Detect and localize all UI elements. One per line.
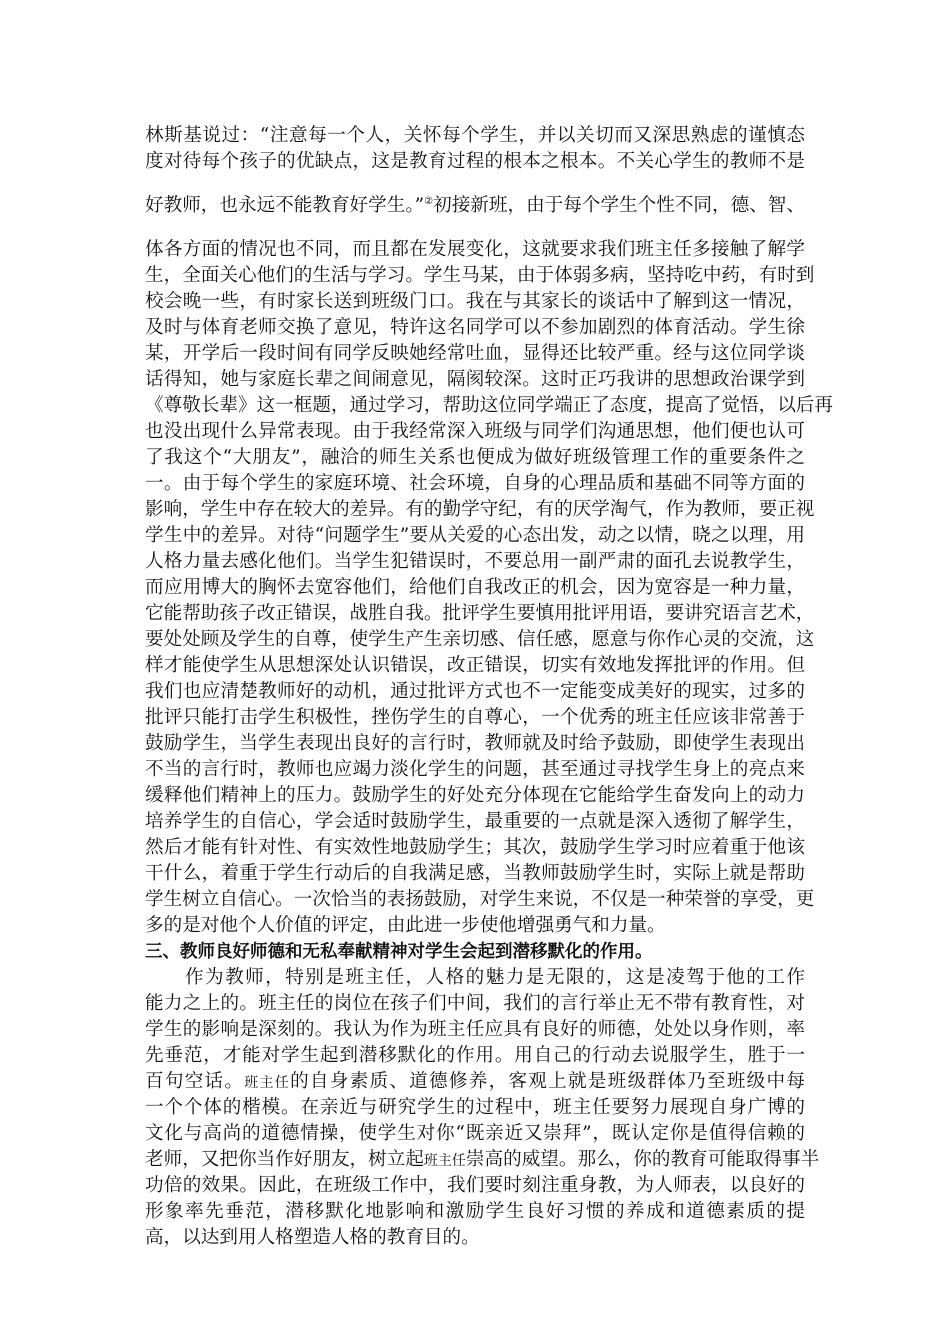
text-line: 作为教师，特别是班主任，人格的魅力是无限的，这是凌驾于他的工作 [185,967,805,988]
text-line: 人格力量去感化他们。当学生犯错误时，不要总用一副严肃的面孔去说教学生， [145,551,805,572]
text-line: 生，全面关心他们的生活与学习。学生马某，由于体弱多病，坚持吃中药，有时到 [145,265,815,286]
text-line: 一。由于每个学生的家庭环境、社会环境，自身的心理品质和基础不同等方面的 [145,473,805,494]
text-line: 及时与体育老师交换了意见，特许这名同学可以不参加剧烈的体育活动。学生徐 [145,317,805,338]
text-line [145,193,805,219]
text-line: 也没出现什么异常表现。由于我经常深入班级与同学们沟通思想，他们便也认可 [145,421,805,442]
text-line: 影响，学生中存在较大的差异。有的勤学守纪，有的厌学淘气，作为教师，要正视 [145,499,815,520]
text-line: 要处处顾及学生的自尊，使学生产生亲切感、信任感，愿意与你作心灵的交流，这 [145,629,815,650]
text-line: 先垂范，才能对学生起到潜移默化的作用。用自己的行动去说服学生，胜于一 [145,1045,805,1066]
text-line: 缓释他们精神上的压力。鼓励学生的好处充分体现在它能给学生奋发向上的动力 [145,785,805,806]
text-line: 批评只能打击学生积极性，挫伤学生的自尊心，一个优秀的班主任应该非常善于 [145,707,805,728]
text-segment: 的自身素质、道德修养，客观上就是班级群体乃至班级中每 [290,1071,805,1092]
text-line: 我们也应清楚教师好的动机，通过批评方式也不一定能变成美好的现实，过多的 [145,681,805,702]
text-line: 校会晚一些，有时家长送到班级门口。我在与其家长的谈话中了解到这一情况， [145,291,805,312]
text-line: 学生中的差异。对待“问题学生”要从关爱的心态出发，动之以情，晓之以理，用 [145,525,805,546]
text-line: 学生树立自信心。一次恰当的表扬鼓励，对学生来说，不仅是一种荣誉的享受，更 [145,889,815,910]
text-line [145,1069,805,1095]
text-line: 了我这个“大朋友”，融洽的师生关系也便成为做好班级管理工作的重要条件之 [145,447,805,468]
document-page [145,123,833,1251]
text-line: 度对待每个孩子的优缺点，这是教育过程的根本之根本。不关心学生的教师不是 [145,151,805,172]
text-line: 高，以达到用人格塑造人格的教育目的。 [145,1227,480,1248]
text-line: 体各方面的情况也不同，而且都在发展变化，这就要求我们班主任多接触了解学 [145,239,805,260]
text-line: 然后才能有针对性、有实效性地鼓励学生；其次，鼓励学生学习时应着重于他该 [145,837,805,858]
text-line: 功倍的效果。因此，在班级工作中，我们要时刻注重身教，为人师表，以良好的 [145,1175,805,1196]
text-line: 干什么，着重于学生行动后的自我满足感，当教师鼓励学生时，实际上就是帮助 [145,863,805,884]
text-line: 鼓励学生，当学生表现出良好的言行时，教师就及时给予鼓励，即使学生表现出 [145,733,805,754]
text-line [145,1147,820,1173]
section-heading: 三、教师良好师德和无私奉献精神对学生会起到潜移默化的作用。 [145,942,653,962]
footnote-reference: ② [424,195,434,207]
text-segment-small: 班主任 [423,1153,466,1169]
text-line: 形象率先垂范，潜移默化地影响和激励学生良好习惯的养成和道德素质的提 [145,1201,805,1222]
paragraph-student-care [145,123,833,939]
paragraph-teacher-ethics [145,965,820,1251]
text-segment-small: 班主任 [244,1075,291,1091]
text-segment: 好教师，也永远不能教育好学生。” [145,195,425,216]
text-line: 它能帮助孩子改正错误，战胜自我。批评学生要慎用批评用语，要讲究语言艺术， [145,603,815,624]
text-line: 某，开学后一段时间有同学反映她经常吐血，显得还比较严重。经与这位同学谈 [145,343,805,364]
text-line: 话得知，她与家庭长辈之间闹意见，隔阂较深。这时正巧我讲的思想政治课学到 [145,369,805,390]
text-line: 能力之上的。班主任的岗位在孩子们中间，我们的言行举止无不带有教育性，对 [145,993,805,1014]
text-line: 不当的言行时，教师也应竭力淡化学生的问题，甚至通过寻找学生身上的亮点来 [145,759,805,780]
text-line: 培养学生的自信心，学会适时鼓励学生，最重要的一点就是深入透彻了解学生， [145,811,805,832]
text-line: 一个个体的楷模。在亲近与研究学生的过程中，班主任要努力展现自身广博的 [145,1097,805,1118]
text-line: 《尊敬长辈》这一框题，通过学习，帮助这位同学端正了态度，提高了觉悟，以后再 [145,395,833,416]
text-segment: 百句空话。 [145,1071,245,1092]
text-line: 林斯基说过：“注意每一个人，关怀每个学生，并以关切而又深思熟虑的谨慎态 [145,125,805,146]
text-line: 文化与高尚的道德情操，使学生对你“既亲近又崇拜”，既认定你是值得信赖的 [145,1123,805,1144]
text-line: 多的是对他个人价值的评定，由此进一步使他增强勇气和力量。 [145,915,666,936]
text-segment: 初接新班，由于每个学生个性不同，德、智、 [433,195,805,216]
text-line: 样才能使学生从思想深处认识错误，改正错误，切实有效地发挥批评的作用。但 [145,655,805,676]
text-segment: 崇高的威望。那么，你的教育可能取得事半 [465,1149,820,1170]
text-line: 学生的影响是深刻的。我认为作为班主任应具有良好的师德，处处以身作则，率 [145,1019,805,1040]
text-segment: 老师，又把你当作好朋友，树立起 [145,1149,424,1170]
text-line: 而应用博大的胸怀去宽容他们，给他们自我改正的机会，因为宽容是一种力量， [145,577,805,598]
